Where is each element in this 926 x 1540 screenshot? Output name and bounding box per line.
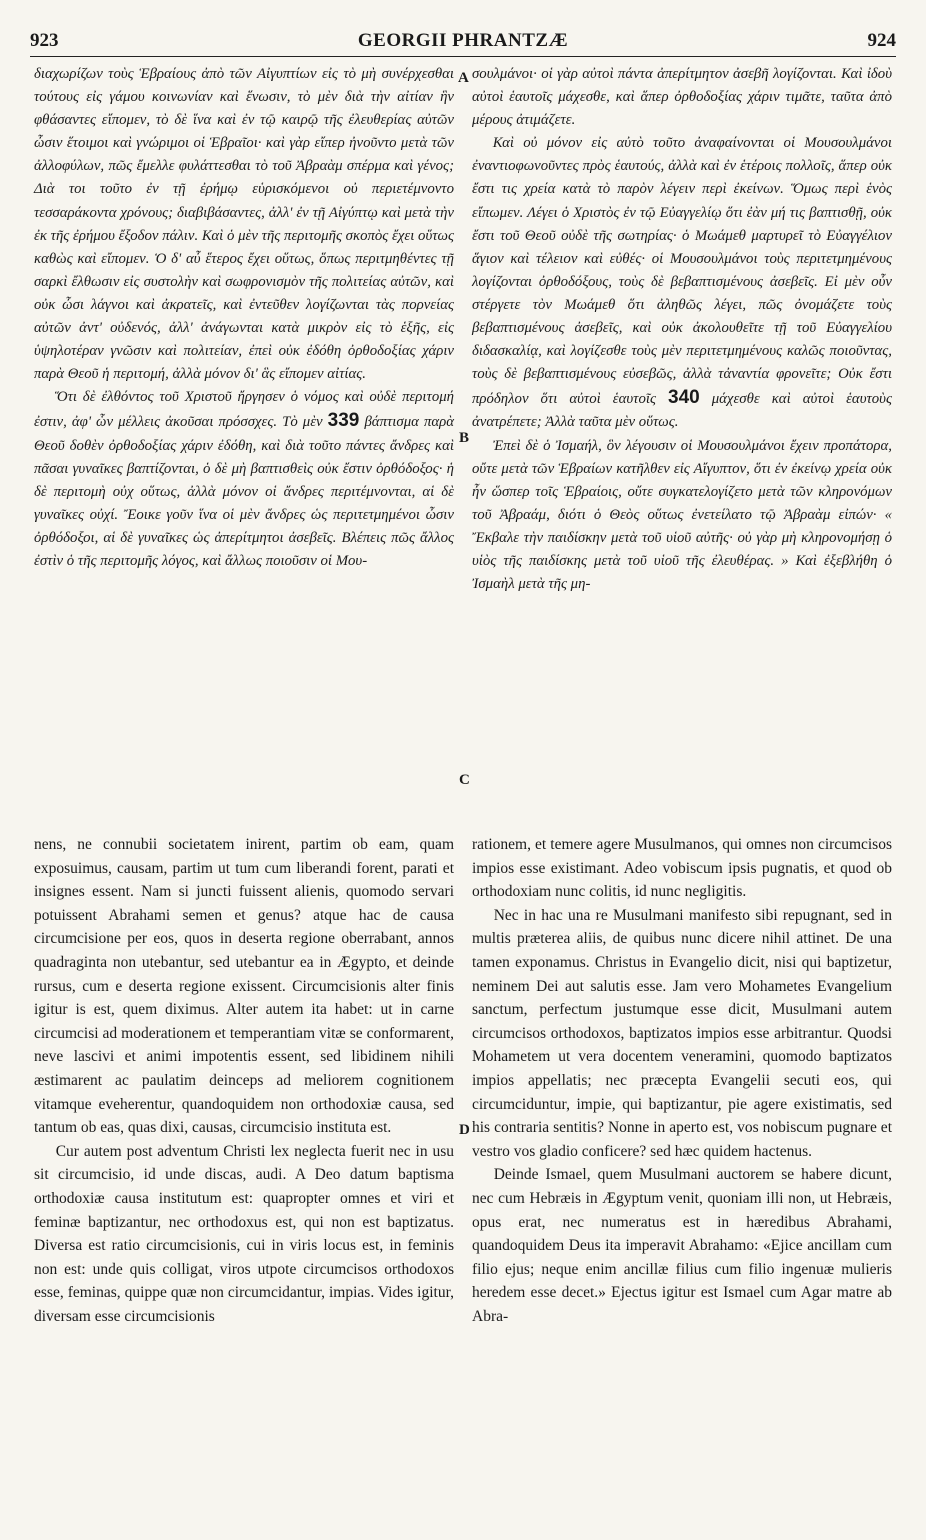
section-letter-b: B — [459, 430, 470, 446]
greek-right-paragraph-2a: Καὶ οὐ μόνον εἰς αὐτὸ τοῦτο ἀναφαίνονται οἱ Μουσουλμάνοι ἐναντιοφωνοῦντες πρὸς ἑαυτούς, ἀλλὰ καὶ ἐν ἑτέροις πολλοῖς, ἅπερ οὐκ ἔστι τις χρεία κατὰ τὸ παρὸν λέγειν περὶ ἐκείνων. Ὅμως περὶ ἑνὸς εἴπωμεν. Λέγει ὁ Χριστὸς ἐν τῷ Εὐαγγελίῳ ὅτι ἐὰν μή τις βαπτισθῇ, οὐκ ἔστι τοῦ Θεοῦ οὐδὲ τῆς σωτηρίας· ὁ Μωάμεθ μαρτυρεῖ τὸ Εὐαγγέλιον ἅγιον καὶ τέλειον καὶ εὐθές· οἱ Μουσουλμάνοι τοὺς περιτετμημένους λογίζονται ὀρθοδόξους, τοὺς δὲ βεβαπτισμένους ἀσεβεῖς. Εἰ μὲν οὖν στέργετε τὸν Μωάμεθ ὅτι ἀληθῶς λέγει, πῶς ὀνομάζετε τοὺς βεβαπτισμένους ἀσεβεῖς, καὶ οὐκ ἀκολουθεῖτε τῇ τοῦ Εὐαγγελίου διδασκαλίᾳ, καὶ λογίζεσθε τοὺς μὲν περιτετμημένους καλῶς ποιοῦντας, τοὺς δὲ βεβαπτισμένους εὐσεβῶς, ἀλλὰ τἀναντία φρονεῖτε; Οὐκ ἔστι πρόδηλον ὅτι αὐτοὶ ἑαυτοῖς — [472, 135, 892, 408]
greek-right-paragraph-1: σουλμάνοι· οἱ γὰρ αὐτοὶ πάντα ἀπερίτμητον ἀσεβῆ λογίζονται. Καὶ ἰδοὺ αὐτοὶ ἑαυτοῖς μάχεσθε, καὶ ἅπερ ὀρθοδοξίας χάριν τιμᾶτε, ταῦτα ἀπὸ μέρους ἀτιμάζετε. — [472, 66, 892, 129]
greek-right-paragraph-3: Ἐπεὶ δὲ ὁ Ἰσμαήλ, ὃν λέγουσιν οἱ Μουσουλμάνοι ἔχειν προπάτορα, οὔτε μετὰ τῶν Ἑβραίων κατῆλθεν εἰς Αἴγυπτον, ὅτι ἐν ἐκείνῳ χρεία οὐκ ἦν ὥσπερ τοῖς Ἑβραίοις, οὔτε συγκατελογίζετο μετὰ τῶν κληρονόμων τοῦ Ἀβραάμ, διότι ὁ Θεὸς οὕτως ἐνετείλατο τῷ Ἀβραὰμ εἰπών· « Ἔκβαλε τὴν παιδίσκην μετὰ τοῦ υἱοῦ αὐτῆς· οὐ γὰρ μὴ κληρονομήσῃ ὁ υἱὸς τῆς παιδίσκης μετὰ τοῦ υἱοῦ τῆς ἐλευθέρας. » Καὶ ἐξεβλήθη ὁ Ἰσμαὴλ μετὰ τῆς μη- — [472, 437, 892, 593]
page-number-right: 924 — [867, 30, 896, 51]
latin-left-paragraph-1: nens, ne connubii societatem inirent, partim ob eam, quam exposuimus, causam, partim ut tum cum liberandi forent, parati et insignes essent. Nam si juncti fuissent alienis, quomodo servari potuissent Abrahami semen et genus? atque hac de causa circumcisione per eos, quos in deserta regione oberrabant, annos quadraginta non utebantur, sed utebantur ea in Ægypto, et deinde rursus, cum e deserta regione exissent. Circumcisionis alter finis igitur is est, quem diximus. Alter autem ita habet: ut in carne circumcisi ad moderationem et temperantiam vitæ se conformarent, neve lascivi et animi impotentis essent, sed libidinem nihili æstimarent ac paulatim deinceps ad meliorem cognitionem vitamque eveherentur, quandoquidem non orthodoxiæ causa, sed tantum ob eas, quas dixi, causas, circumcisio instituta est. — [34, 836, 454, 1137]
greek-left-paragraph-2a: Ὅτι δὲ ἐλθόντος τοῦ Χριστοῦ ἤργησεν ὁ νόμος καὶ οὐδὲ περιτομή ἐστιν, ἀφ' ὧν μέλλεις ἀκοῦσαι πρόσσχες. Τὸ μὲν — [34, 389, 454, 431]
section-letter-c: C — [459, 772, 470, 788]
latin-column-right — [472, 833, 892, 1328]
running-title: GEORGII PHRANTZÆ — [357, 30, 569, 51]
greek-left-paragraph-1: διαχωρίζων τοὺς Ἑβραίους ἀπὸ τῶν Αἰγυπτίων εἰς τὸ μὴ συνέρχεσθαι τούτους εἰς γάμου κοινωνίαν καὶ ἕνωσιν, τὸ μὲν διὰ τὴν αἰτίαν ἣν φθάσαντες εἴπομεν, τὸ δὲ ἵνα καὶ ἐν τῷ καιρῷ τῆς ἐλευθερίας αὐτῶν ὦσιν ἕτοιμοι καὶ γνώριμοι οἱ Ἑβραῖοι· καὶ γὰρ εἴπερ ἠνοῦντο μετὰ τῶν ἀλλοφύλων, πῶς ἔμελλε φυλάττεσθαι τὸ τοῦ Ἀβραὰμ σπέρμα καὶ γένος; Διὰ τοι τοῦτο ἐν τῇ ἐρήμῳ εὑρισκόμενοι οὐ περιετέμνοντο τεσσαράκοντα χρόνους; διαβιβάσαντες, ἀλλ' ἐν τῇ Αἰγύπτῳ καὶ μετὰ τὴν ἐκ τῆς ἐρήμου ἔξοδον πάλιν. Καὶ ὁ μὲν τῆς περιτομῆς σκοπὸς ἔχει οὕτως καθὼς καὶ εἴπομεν. Ὁ δ' αὖ ἕτερος ἔχει οὕτως, ὅπως περιτμηθέντες τῇ σαρκὶ ἔλθωσιν εἰς συστολὴν καὶ σωφρονισμὸν τῆς πολιτείας αὐτῶν, καὶ οὐκ ὦσι λάγνοι καὶ ἀκρατεῖς, καὶ ἐντεῦθεν λογίζωνται τὰς πορνείας αὐτῶν ἀντ' οὐδενός, ἀλλ' ἀνάγωνται κατὰ μικρὸν εἰς τὸ ἑξῆς, εἰς ὑψηλοτέραν γνῶσιν καὶ πολιτείαν, ἐπεὶ οὐκ ἐδόθη ὀρθοδοξίας χάριν παρὰ Θεοῦ ἡ περιτομή, ἀλλὰ μόνον δι' ἃς εἴπομεν αἰτίας. — [34, 66, 454, 383]
latin-right-paragraph-3: Deinde Ismael, quem Musulmani auctorem se habere dicunt, nec cum Hebræis in Ægyptum venit, quoniam illi non, ut Hebræis, opus erat, nec numeratus est in hæredibus Abrahami, quandoquidem Deus ita imperavit Abrahamo: «Ejice ancillam cum filio ejus; neque enim ancillæ filius cum filio ingenuæ mulieris heredem esse decet.» Ejectus igitur est Ismael cum Agar matre ab Abra- — [472, 1166, 892, 1325]
greek-right-paragraph-2 — [472, 132, 892, 434]
greek-column-right — [472, 63, 892, 596]
section-letter-a: A — [458, 70, 469, 86]
edition-mark-339: 339 — [327, 410, 360, 432]
latin-left-paragraph-2: Cur autem post adventum Christi lex neglecta fuerit nec in usu sit circumcisio, id unde discas, audi. A Deo datum baptisma orthodoxiæ causa institutum est: quapropter omnes et viri et feminæ baptizantur, nec orthodoxus est, qui non est baptizatus. Diversa est ratio circumcisionis, cui in viris locus est, in feminis non est: unde quis colligat, viros utpote circumcisos orthodoxos esse, feminas, quippe quæ non circumcidantur, impias. Vides igitur, diversam esse circumcisionis — [34, 1142, 454, 1325]
greek-column-left — [34, 63, 454, 573]
greek-right-paragraph-2b: μάχεσθε καὶ αὐτοὶ ἑαυτοὺς ἀνατρέπετε; Ἀλλὰ ταῦτα μὲν οὕτως. — [472, 391, 892, 431]
latin-column-left — [34, 833, 454, 1328]
greek-left-paragraph-2b: βάπτισμα παρὰ Θεοῦ δοθὲν ὀρθοδοξίας χάριν ἐδόθη, καὶ διὰ τοῦτο πάντες ἄνδρες καὶ πᾶσαι γυναῖκες βαπτίζονται, ὁ δὲ μὴ βαπτισθεὶς οὐκ ἔστιν ὀρθόδοξος· ἡ δὲ περιτομὴ οὐχ οὕτως, ἀλλὰ μόνον οἱ ἄνδρες περιτέμνονται, αἱ δὲ γυναῖκες οὐχί. Ἔοικε γοῦν ἵνα οἱ μὲν ἄνδρες ὡς περιτετμημένοι ὦσιν ὀρθόδοξοι, αἱ δὲ γυναῖκες ὡς ἀπερίτμητοι ἀσεβεῖς. Βλέπεις πῶς ἄλλος ἐστὶν ὁ τῆς περιτομῆς λόγος, καὶ ἄλλως ποιοῦσιν οἱ Μου- — [34, 414, 454, 569]
section-letter-d: D — [459, 1122, 470, 1138]
edition-mark-340: 340 — [668, 387, 700, 409]
page-number-left: 923 — [30, 30, 59, 51]
page-header — [30, 30, 896, 57]
latin-right-paragraph-1: rationem, et temere agere Musulmanos, qui omnes non circumcisos impios esse existimant. Adeo vobiscum ipsis pugnatis, et quod ob orthodoxiam nunc colitis, id nunc negligitis. — [472, 836, 892, 901]
greek-left-paragraph-2 — [34, 386, 454, 573]
latin-right-paragraph-2: Nec in hac una re Musulmani manifesto sibi repugnant, sed in multis præterea aliis, de quibus nunc dicere nihil attinet. De una tamen exponamus. Christus in Evangelio dicit, nisi qui baptizetur, neminem Dei aut salutis esse. Jam vero Mohametes Evangelium sanctum, perfectum justumque esse dicit, Musulmani autem circumcisos orthodoxos, baptizatos impios esse arbitrantur. Quodsi Mohametem ut vera docentem veneramini, quomodo baptizatos impios appellatis; nec præcepta Evangelii secuti eos, qui circumciduntur, impie, qui baptizantur, pie agere existimatis, sed his contraria sentitis? Nonne in aperto est, vos nobiscum pugnare et vestro vos gladio conficere? sed hæc quidem hactenus. — [472, 906, 892, 1160]
